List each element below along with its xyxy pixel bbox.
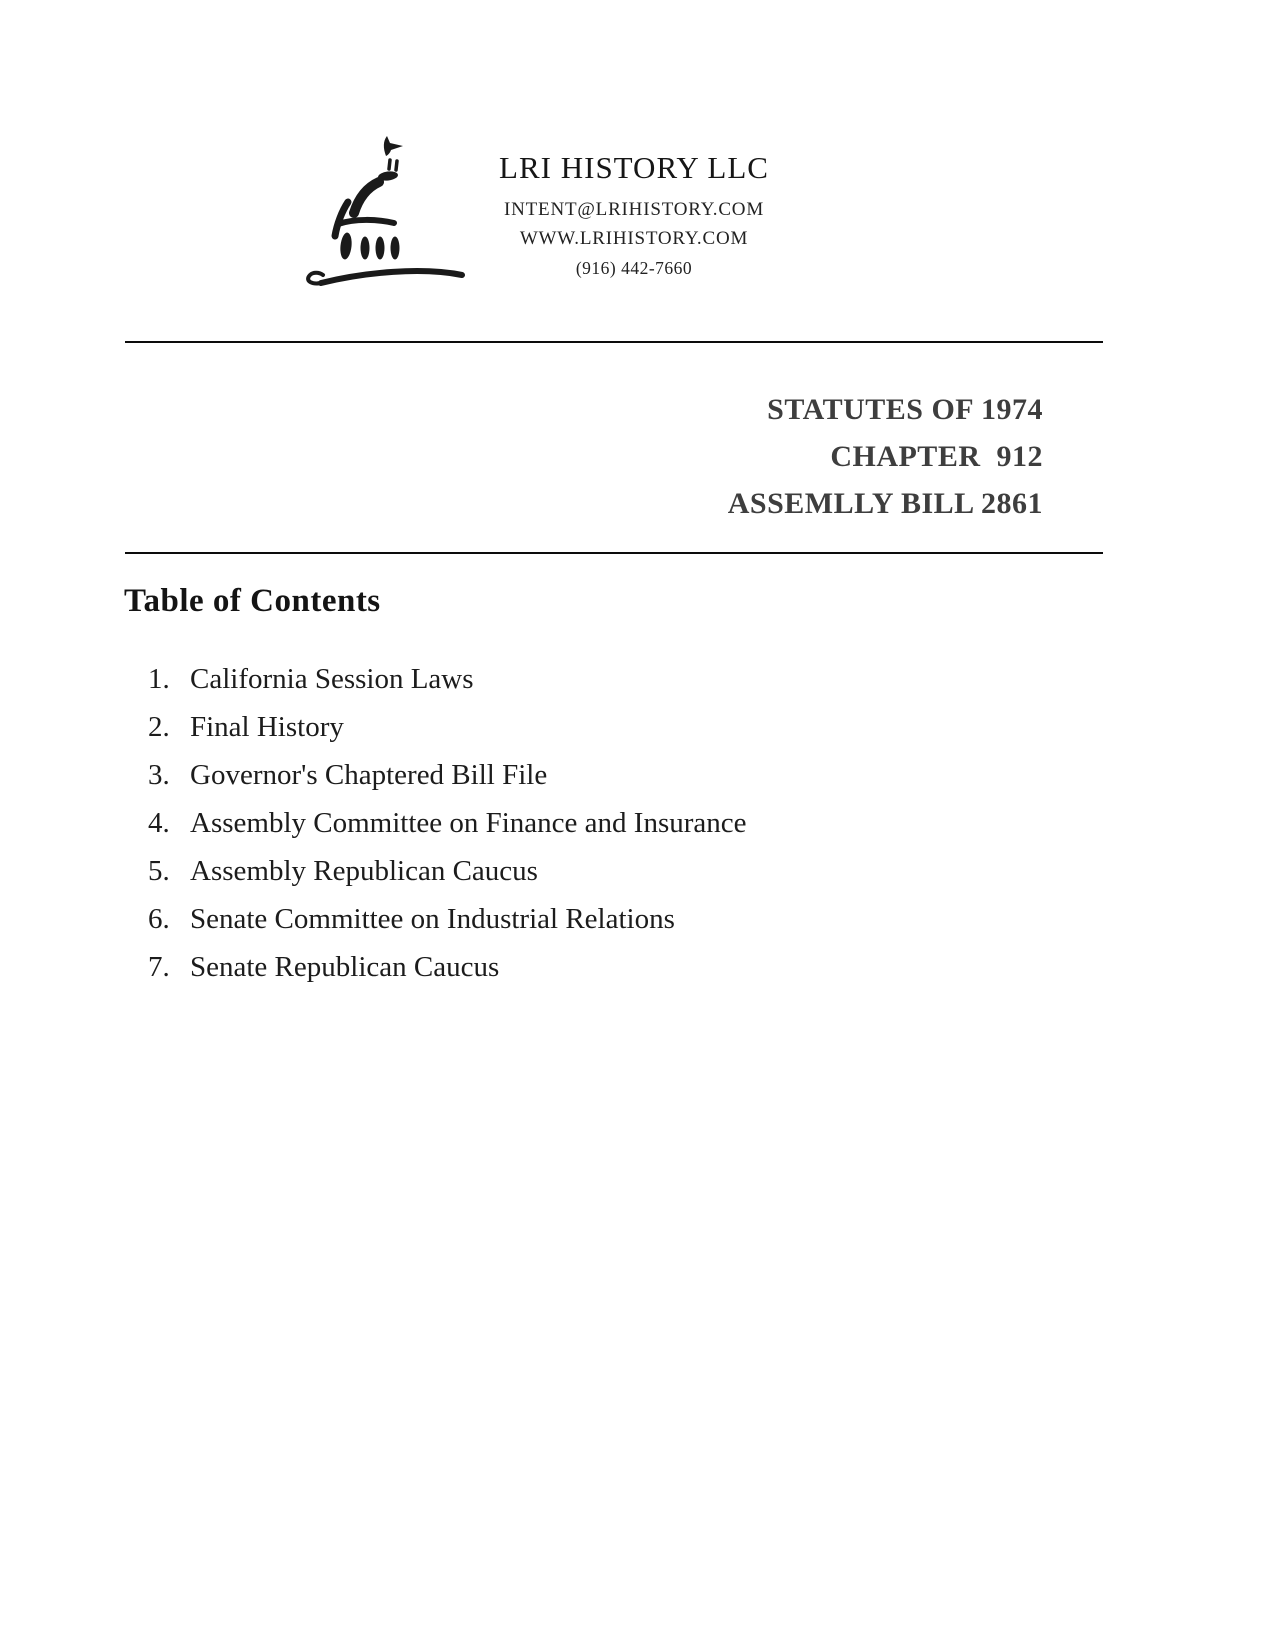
toc-item-label: Senate Committee on Industrial Relations bbox=[190, 903, 675, 935]
bill-reference-block bbox=[728, 386, 1043, 527]
toc-item-assembly-committee-finance-insurance bbox=[148, 799, 747, 847]
toc-item-number: 1. bbox=[148, 663, 170, 695]
toc-item-assembly-republican-caucus bbox=[148, 847, 747, 895]
toc-item-senate-republican-caucus bbox=[148, 943, 747, 991]
toc-item-label: Governor's Chaptered Bill File bbox=[190, 759, 548, 791]
toc-item-number: 6. bbox=[148, 903, 170, 935]
toc-item-label: Senate Republican Caucus bbox=[190, 951, 500, 983]
toc-item-number: 3. bbox=[148, 759, 170, 791]
letterhead bbox=[444, 150, 824, 279]
toc-item-label: Assembly Committee on Finance and Insurance bbox=[190, 807, 747, 839]
toc-item-number: 4. bbox=[148, 807, 170, 839]
company-phone: (916) 442-7660 bbox=[575, 258, 693, 278]
reference-divider-rule bbox=[125, 552, 1103, 554]
toc-item-california-session-laws bbox=[148, 655, 747, 703]
company-email: INTENT@LRIHISTORY.COM bbox=[503, 199, 765, 220]
toc-item-label: California Session Laws bbox=[190, 663, 474, 695]
company-website: WWW.LRIHISTORY.COM bbox=[519, 228, 749, 249]
toc-item-label: Assembly Republican Caucus bbox=[190, 855, 538, 887]
toc-heading: Table of Contents bbox=[124, 583, 381, 619]
toc-item-number: 7. bbox=[148, 951, 170, 983]
toc-list bbox=[148, 655, 747, 991]
toc-item-final-history bbox=[148, 703, 747, 751]
chapter-line: CHAPTER 912 bbox=[830, 440, 1043, 473]
statutes-line: STATUTES OF 1974 bbox=[767, 393, 1043, 426]
toc-item-label: Final History bbox=[190, 711, 344, 743]
toc-item-senate-committee-industrial-relations bbox=[148, 895, 747, 943]
toc-item-number: 2. bbox=[148, 711, 170, 743]
assembly-bill-line: ASSEMLLY BILL 2861 bbox=[727, 487, 1043, 520]
toc-item-number: 5. bbox=[148, 855, 170, 887]
company-name: LRI HISTORY LLC bbox=[499, 150, 769, 185]
header-divider-rule bbox=[125, 341, 1103, 343]
toc-item-governors-chaptered-bill-file bbox=[148, 751, 747, 799]
